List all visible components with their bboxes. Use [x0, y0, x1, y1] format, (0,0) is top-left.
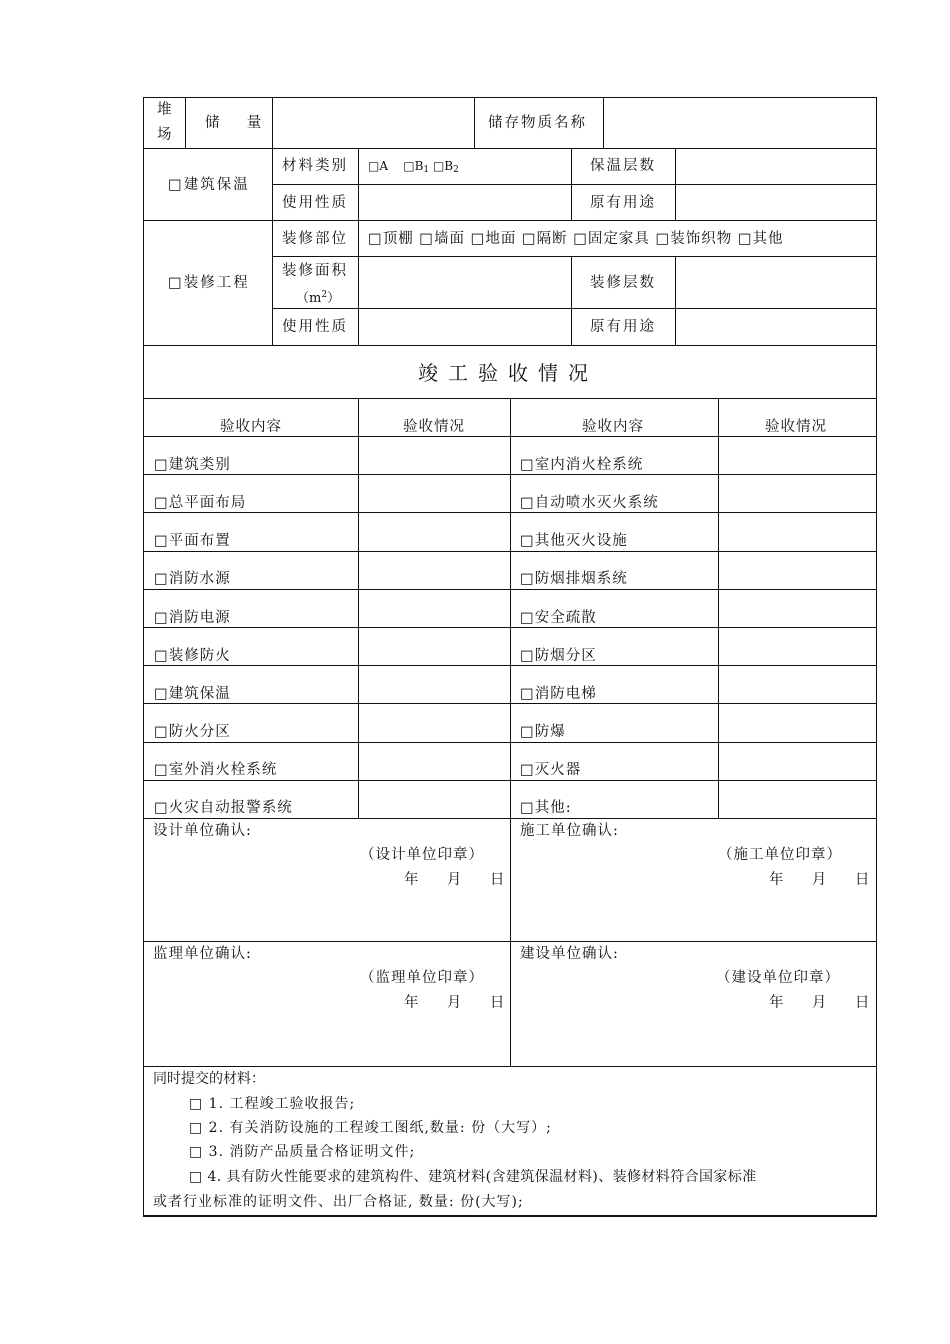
design-unit-date: 年 月 日: [404, 872, 507, 888]
check-item-left[interactable]: □消防水源: [154, 571, 231, 587]
check-item-left[interactable]: □火灾自动报警系统: [154, 800, 293, 816]
supervision-unit-confirm-label: 监理单位确认:: [153, 946, 252, 962]
check-item-left[interactable]: □室外消火栓系统: [154, 762, 278, 778]
material-type-label: 材料类别: [282, 158, 348, 174]
storage-dui-label: 堆: [157, 102, 172, 118]
insulation-use-label: 使用性质: [282, 195, 348, 211]
insulation-layers-label: 保温层数: [590, 158, 656, 174]
material-type-b2: □B: [429, 159, 454, 173]
supervision-unit-date: 年 月 日: [404, 995, 507, 1011]
decoration-original-use-field[interactable]: [676, 309, 875, 345]
decoration-area-field[interactable]: [359, 257, 570, 308]
decoration-area-unit: [296, 286, 340, 308]
insulation-use-field[interactable]: [359, 185, 570, 220]
materials-item-continuation: 或者行业标准的证明文件、出厂合格证, 数量: 份(大写);: [153, 1194, 524, 1210]
construction-unit-seal: （施工单位印章）: [718, 847, 842, 863]
col-content-left: 验收内容: [220, 419, 282, 435]
owner-unit-confirm-label: 建设单位确认:: [520, 946, 619, 962]
acceptance-title: 竣工验收情况: [418, 361, 598, 385]
area-unit-close: ）: [327, 291, 341, 306]
storage-amount-label: 储 量: [205, 115, 268, 131]
decoration-original-use-label: 原有用途: [590, 319, 656, 335]
materials-item[interactable]: □ 2. 有关消防设施的工程竣工图纸,数量: 份（大写）;: [189, 1120, 552, 1136]
area-unit-sup: 2: [321, 290, 328, 300]
building-insulation-checkbox[interactable]: □建筑保温: [168, 177, 250, 193]
material-name-label: 储存物质名称: [488, 115, 587, 131]
decoration-layers-label: 装修层数: [590, 275, 656, 291]
design-unit-seal: （设计单位印章）: [360, 847, 484, 863]
check-item-left[interactable]: □装修防火: [154, 648, 231, 664]
material-name-field[interactable]: [604, 98, 875, 148]
check-item-right[interactable]: □其他:: [520, 800, 572, 816]
owner-unit-seal: （建设单位印章）: [716, 970, 840, 986]
check-item-right[interactable]: □自动喷水灭火系统: [520, 495, 659, 511]
check-item-left[interactable]: □建筑类别: [154, 457, 231, 473]
check-item-right[interactable]: □安全疏散: [520, 610, 597, 626]
area-unit-open: （m: [296, 291, 322, 306]
materials-item[interactable]: □ 1. 工程竣工验收报告;: [189, 1096, 356, 1112]
check-item-right[interactable]: □消防电梯: [520, 686, 597, 702]
insulation-original-use-label: 原有用途: [590, 195, 656, 211]
insulation-layers-field[interactable]: [676, 149, 875, 184]
check-item-right[interactable]: □其他灭火设施: [520, 533, 628, 549]
decoration-use-label: 使用性质: [282, 319, 348, 335]
col-content-right: 验收内容: [582, 419, 644, 435]
design-unit-confirm-label: 设计单位确认:: [153, 823, 252, 839]
storage-amount-field[interactable]: [273, 98, 473, 148]
decoration-location-label: 装修部位: [282, 231, 348, 247]
check-item-left[interactable]: □总平面布局: [154, 495, 247, 511]
check-item-left[interactable]: □消防电源: [154, 610, 231, 626]
materials-heading: 同时提交的材料：: [153, 1071, 265, 1087]
construction-unit-date: 年 月 日: [769, 872, 872, 888]
check-item-left[interactable]: □建筑保温: [154, 686, 231, 702]
decoration-layers-field[interactable]: [676, 257, 875, 308]
material-type-a-b: □A □B: [368, 159, 424, 173]
col-status-left: 验收情况: [403, 419, 465, 435]
decoration-use-field[interactable]: [359, 309, 570, 345]
decoration-area-label: 装修面积: [282, 263, 348, 279]
b2-subscript: 2: [453, 165, 459, 175]
check-item-right[interactable]: □防烟排烟系统: [520, 571, 628, 587]
decoration-location-options[interactable]: □顶棚 □墙面 □地面 □隔断 □固定家具 □装饰织物 □其他: [368, 231, 784, 247]
materials-item[interactable]: □ 3. 消防产品质量合格证明文件;: [189, 1144, 416, 1160]
check-item-left[interactable]: □平面布置: [154, 533, 231, 549]
decoration-project-checkbox[interactable]: □装修工程: [168, 275, 250, 291]
col-status-right: 验收情况: [765, 419, 827, 435]
materials-item[interactable]: □ 4. 具有防火性能要求的建筑构件、建筑材料(含建筑保温材料)、装修材料符合国家标准: [189, 1169, 757, 1185]
check-item-right[interactable]: □室内消火栓系统: [520, 457, 644, 473]
check-item-right[interactable]: □灭火器: [520, 762, 582, 778]
construction-unit-confirm-label: 施工单位确认:: [520, 823, 619, 839]
storage-chang-label: 场: [157, 127, 172, 143]
check-item-right[interactable]: □防爆: [520, 724, 566, 740]
check-item-left[interactable]: □防火分区: [154, 724, 231, 740]
owner-unit-date: 年 月 日: [769, 995, 872, 1011]
supervision-unit-seal: （监理单位印章）: [360, 970, 484, 986]
insulation-original-use-field[interactable]: [676, 185, 875, 220]
check-item-right[interactable]: □防烟分区: [520, 648, 597, 664]
b1-subscript: 1: [423, 165, 430, 175]
material-type-options[interactable]: [368, 157, 459, 179]
